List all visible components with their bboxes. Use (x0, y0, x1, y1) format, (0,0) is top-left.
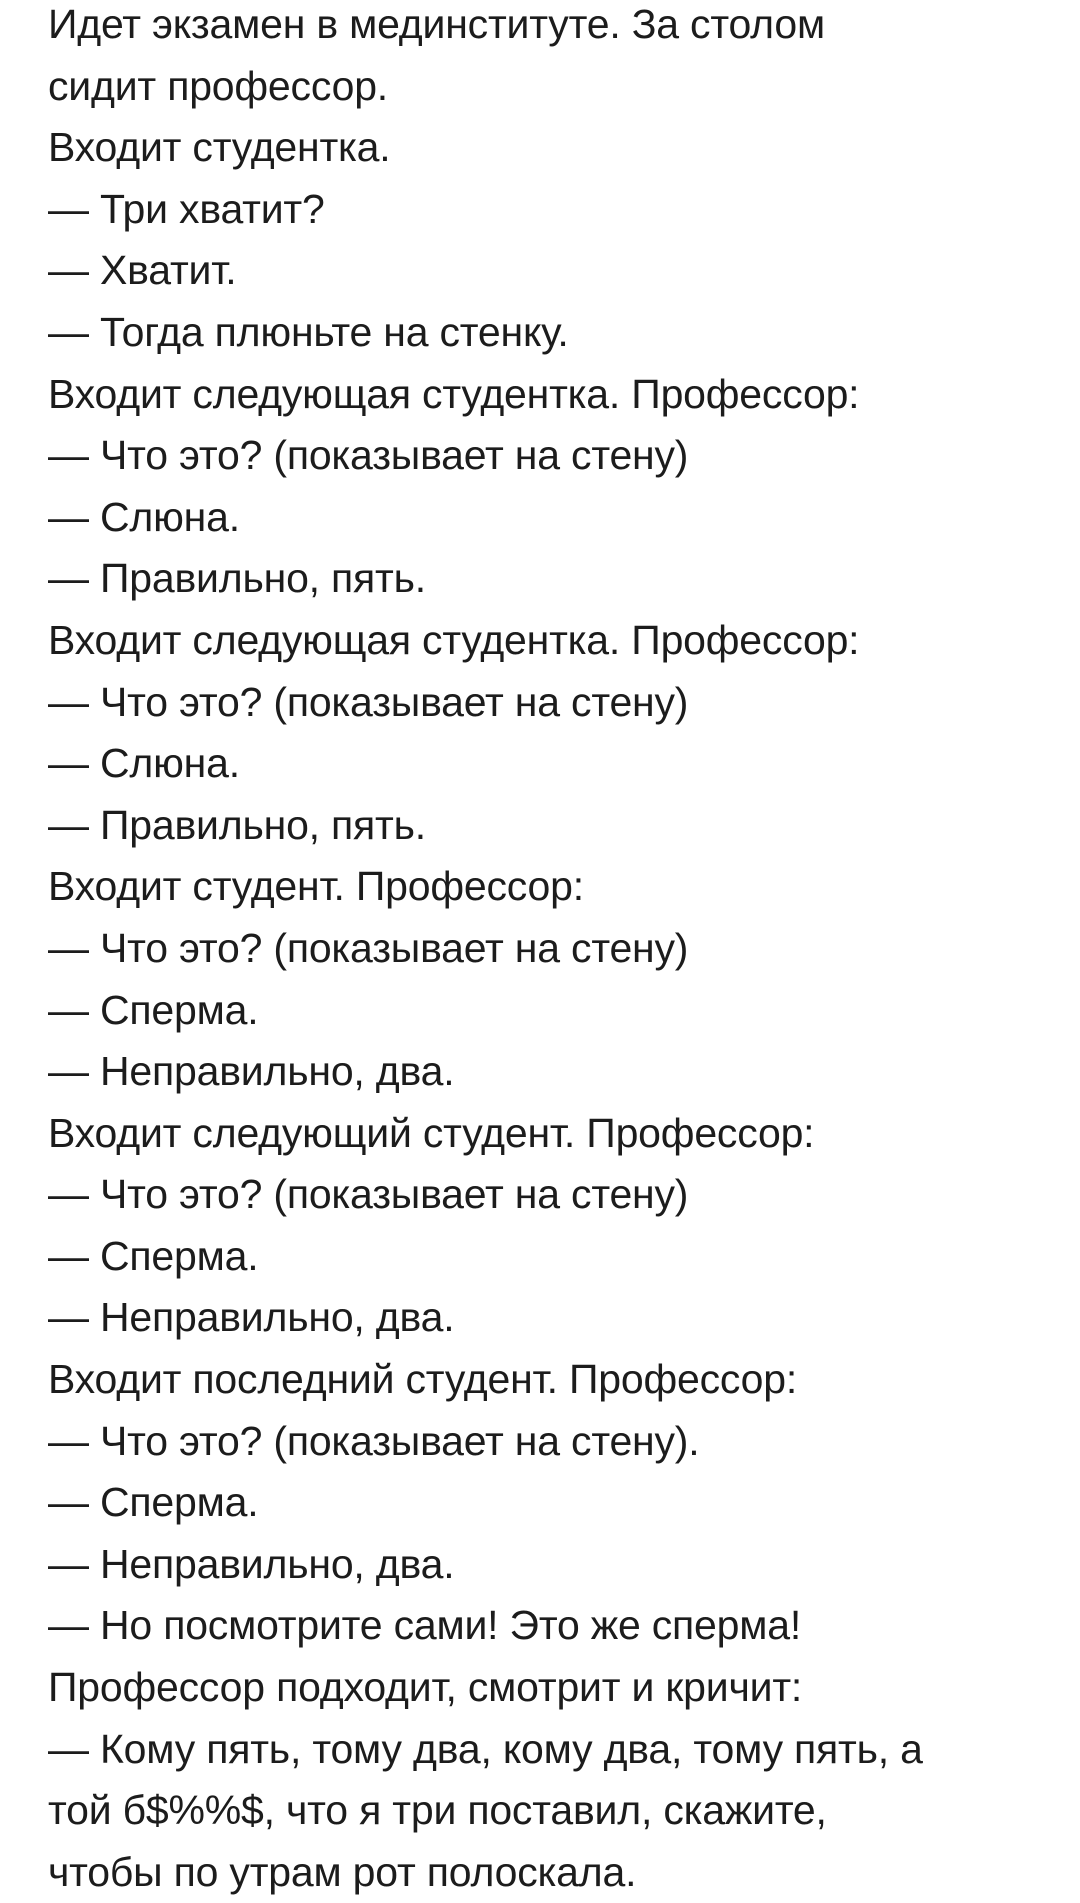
text-line: — Три хватит? (48, 185, 325, 232)
text-line: — Сперма. (48, 986, 259, 1033)
text-line: — Сперма. (48, 1479, 259, 1526)
text-line: — Что это? (показывает на стену) (48, 678, 689, 725)
text-line: — Правильно, пять. (48, 555, 426, 602)
text-line: — Правильно, пять. (48, 801, 426, 848)
text-line: чтобы по утрам рот полоскала. (48, 1848, 637, 1895)
text-line: Входит следующий студент. Профессор: (48, 1109, 815, 1156)
text-line: — Сперма. (48, 1232, 259, 1279)
text-line: Входит студентка. (48, 124, 391, 171)
text-line: — Тогда плюньте на стенку. (48, 308, 569, 355)
text-line: — Что это? (показывает на стену) (48, 432, 689, 479)
text-line: сидит профессор. (48, 62, 388, 109)
text-line: — Хватит. (48, 247, 237, 294)
text-line: Идет экзамен в мединституте. За столом (48, 1, 825, 47)
text-line: Входит следующая студентка. Профессор: (48, 616, 860, 663)
text-line: — Неправильно, два. (48, 1294, 455, 1341)
text-line: — Неправильно, два. (48, 1048, 455, 1095)
text-line: — Слюна. (48, 740, 240, 787)
joke-text (48, 0, 1058, 1903)
text-line: Входит следующая студентка. Профессор: (48, 370, 860, 417)
text-line: — Кому пять, тому два, кому два, тому пять, а (48, 1725, 923, 1772)
text-line: — Слюна. (48, 493, 240, 540)
text-line: — Что это? (показывает на стену) (48, 924, 689, 971)
text-line: — Что это? (показывает на стену). (48, 1417, 700, 1464)
text-line: — Что это? (показывает на стену) (48, 1171, 689, 1218)
text-line: — Но посмотрите сами! Это же сперма! (48, 1602, 802, 1649)
text-line: Профессор подходит, смотрит и кричит: (48, 1664, 803, 1711)
text-line: той б$%%$, что я три поставил, скажите, (48, 1787, 827, 1834)
text-line: Входит последний студент. Профессор: (48, 1356, 798, 1403)
text-line: — Неправильно, два. (48, 1540, 455, 1587)
text-line: Входит студент. Профессор: (48, 863, 584, 910)
